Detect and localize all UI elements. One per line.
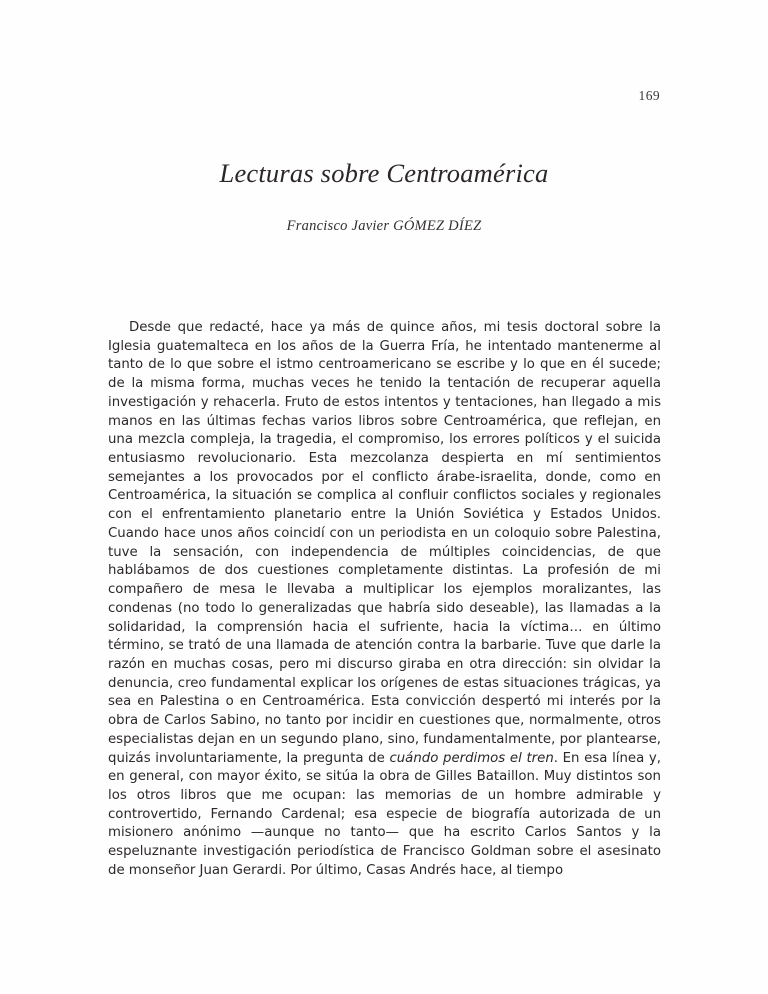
paragraph-1	[108, 319, 661, 881]
page-number: 169	[638, 88, 660, 103]
author-byline: Francisco Javier GÓMEZ DÍEZ	[286, 218, 482, 235]
paragraph-1-segment-2: . En esa línea y, en general, con mayor éxito, se sitúa la obra de Gilles Bataillon. Muy distintos son los otros libros que me ocupan: las memorias de un hombre admirable y controvertido, Fernando Cardenal; esa especie de biografía autorizada de un misionero anónimo —aunque no tanto— que ha escrito Carlos Santos y la espeluznante investigación periodística de Francisco Goldman sobre el asesinato de monseñor Juan Gerardi. Por último, Casas Andrés hace, al tiempo	[108, 750, 661, 878]
body-text	[108, 319, 661, 881]
paragraph-1-emphasis: cuándo perdimos el tren	[389, 750, 554, 766]
page-title: Lecturas sobre Centroamérica	[219, 158, 549, 188]
paragraph-1-segment-1: Desde que redacté, hace ya más de quince años, mi tesis doctoral sobre la Iglesia guatemalteca en los años de la Guerra Fría, he intentado mantenerme al tanto de lo que sobre el istmo centroamericano se escribe y lo que en él sucede; de la misma forma, muchas veces he tenido la tentación de recuperar aquella investigación y rehacerla. Fruto de estos intentos y tentaciones, han llegado a mis manos en las últimas fechas varios libros sobre Centroamérica, que reflejan, en una mezcla compleja, la tragedia, el compromiso, los errores políticos y el suicida entusiasmo revolucionario. Esta mezcolanza despierta en mí sentimientos semejantes a los provocados por el conflicto árabe-israelita, donde, como en Centroamérica, la situación se complica al confluir conflictos sociales y regionales con el enfrentamiento planetario entre la Unión Soviética y Estados Unidos. Cuando hace unos años coincidí con un periodista en un coloquio sobre Palestina, tuve la sensación, con independencia de múltiples coincidencias, de que hablábamos de dos cuestiones completamente distintas. La profesión de mi compañero de mesa le llevaba a multiplicar los ejemplos moralizantes, las condenas (no todo lo generalizadas que habría sido deseable), las llamadas a la solidaridad, la comprensión hacia el sufriente, hacia la víctima… en último término, se trató de una llamada de atención contra la barbarie. Tuve que darle la razón en muchas cosas, pero mi discurso giraba en otra dirección: sin olvidar la denuncia, creo fundamental explicar los orígenes de estas situaciones trágicas, ya sea en Palestina o en Centroamérica. Esta convicción despertó mi interés por la obra de Carlos Sabino, no tanto por incidir en cuestiones que, normalmente, otros especialistas dejan en un segundo plano, sino, fundamentalmente, por plantearse, quizás involuntariamente, la pregunta de	[108, 320, 661, 766]
title-block	[108, 158, 660, 235]
